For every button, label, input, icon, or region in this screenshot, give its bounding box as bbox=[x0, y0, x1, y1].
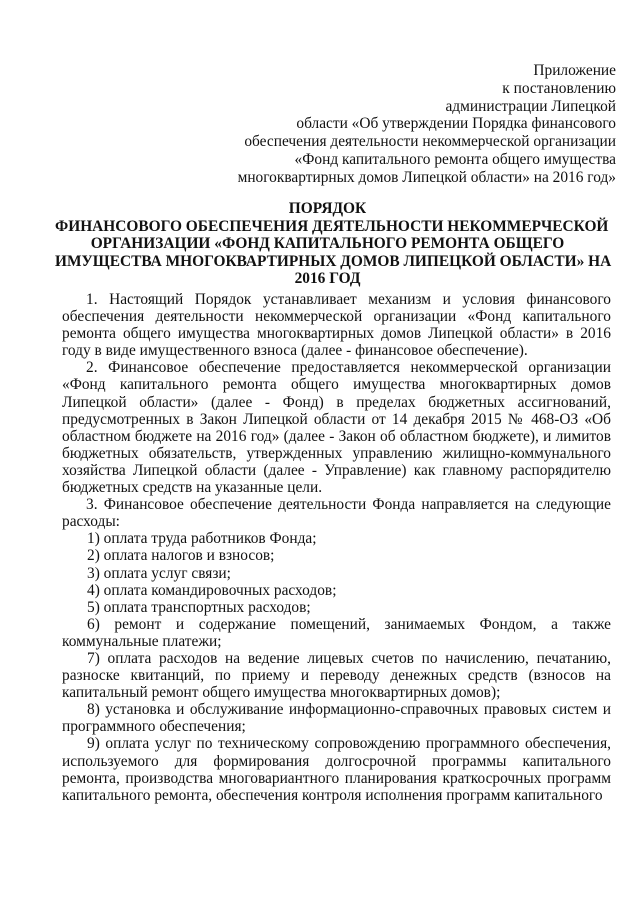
annex-header bbox=[196, 62, 616, 187]
document-body bbox=[62, 291, 611, 804]
list-item: 1) оплата труда работников Фонда; bbox=[87, 530, 317, 548]
annex-line: обеспечения деятельности некоммерческой организации bbox=[244, 133, 616, 151]
paragraph-2: 2. Финансовое обеспечение предоставляется некоммерческой организации «Фонд капитального ремонта общего имущества многоквартирных домов Липецкой области» (далее - Фонд) в пределах бюджетных ассигнований, предусмотренных в Закон Липецкой области от 14 декабря 2015 № 468-ОЗ «Об областном бюджете на 2016 год» (далее - Закон об областном бюджете), и лимитов бюджетных обязательств, утвержденных управлению жилищно-коммунального хозяйства Липецкой области (далее - Управление) как главному распорядителю бюджетных средств на указанные цели. bbox=[62, 359, 611, 497]
annex-line: «Фонд капитального ремонта общего имущества bbox=[294, 150, 616, 168]
list-item: 7) оплата расходов на ведение лицевых счетов по начислению, печатанию, разноске квитанций, по приему и переводу денежных средств (взносов на капитальный ремонт общего имущества многоквартирных домов); bbox=[62, 649, 611, 702]
annex-line: области «Об утверждении Порядка финансового bbox=[296, 115, 616, 133]
annex-line: администрации Липецкой bbox=[445, 97, 616, 115]
paragraph-3: 3. Финансовое обеспечение деятельности Фонда направляется на следующие расходы: bbox=[62, 496, 611, 531]
annex-line: к постановлению bbox=[502, 79, 616, 97]
title-line: ИМУЩЕСТВА МНОГОКВАРТИРНЫХ ДОМОВ ЛИПЕЦКОЙ ОБЛАСТИ» НА bbox=[55, 252, 612, 270]
annex-line: Приложение bbox=[533, 62, 616, 79]
list-item: 9) оплата услуг по техническому сопровождению программного обеспечения, используемого для формирования долгосрочной программы капитального ремонта, производства многовариантного планирования краткосрочных программ капитального ремонта, обеспечения контроля исполнения программ капитального bbox=[62, 735, 611, 804]
title-line: ОРГАНИЗАЦИИ «ФОНД КАПИТАЛЬНОГО РЕМОНТА ОБЩЕГО bbox=[90, 235, 565, 253]
list-item: 3) оплата услуг связи; bbox=[87, 564, 231, 582]
document-title bbox=[55, 200, 612, 288]
list-item: 5) оплата транспортных расходов; bbox=[87, 598, 311, 616]
list-item: 2) оплата налогов и взносов; bbox=[87, 547, 275, 565]
annex-line: многоквартирных домов Липецкой области» на 2016 год» bbox=[237, 168, 616, 186]
title-line: ФИНАНСОВОГО ОБЕСПЕЧЕНИЯ ДЕЯТЕЛЬНОСТИ НЕКОММЕРЧЕСКОЙ bbox=[55, 217, 609, 235]
title-line: ПОРЯДОК bbox=[288, 200, 367, 217]
list-item: 4) оплата командировочных расходов; bbox=[87, 581, 337, 599]
list-item: 6) ремонт и содержание помещений, занимаемых Фондом, а также коммунальные платежи; bbox=[62, 615, 611, 650]
paragraph-1: 1. Настоящий Порядок устанавливает механизм и условия финансового обеспечения деятельности некоммерческой организации «Фонд капитального ремонта общего имущества многоквартирных домов Липецкой области» в 2016 году в виде имущественного взноса (далее - финансовое обеспечение). bbox=[62, 291, 611, 360]
title-line: 2016 ГОД bbox=[294, 270, 361, 288]
list-item: 8) установка и обслуживание информационно-справочных правовых систем и программного обеспечения; bbox=[62, 701, 611, 736]
